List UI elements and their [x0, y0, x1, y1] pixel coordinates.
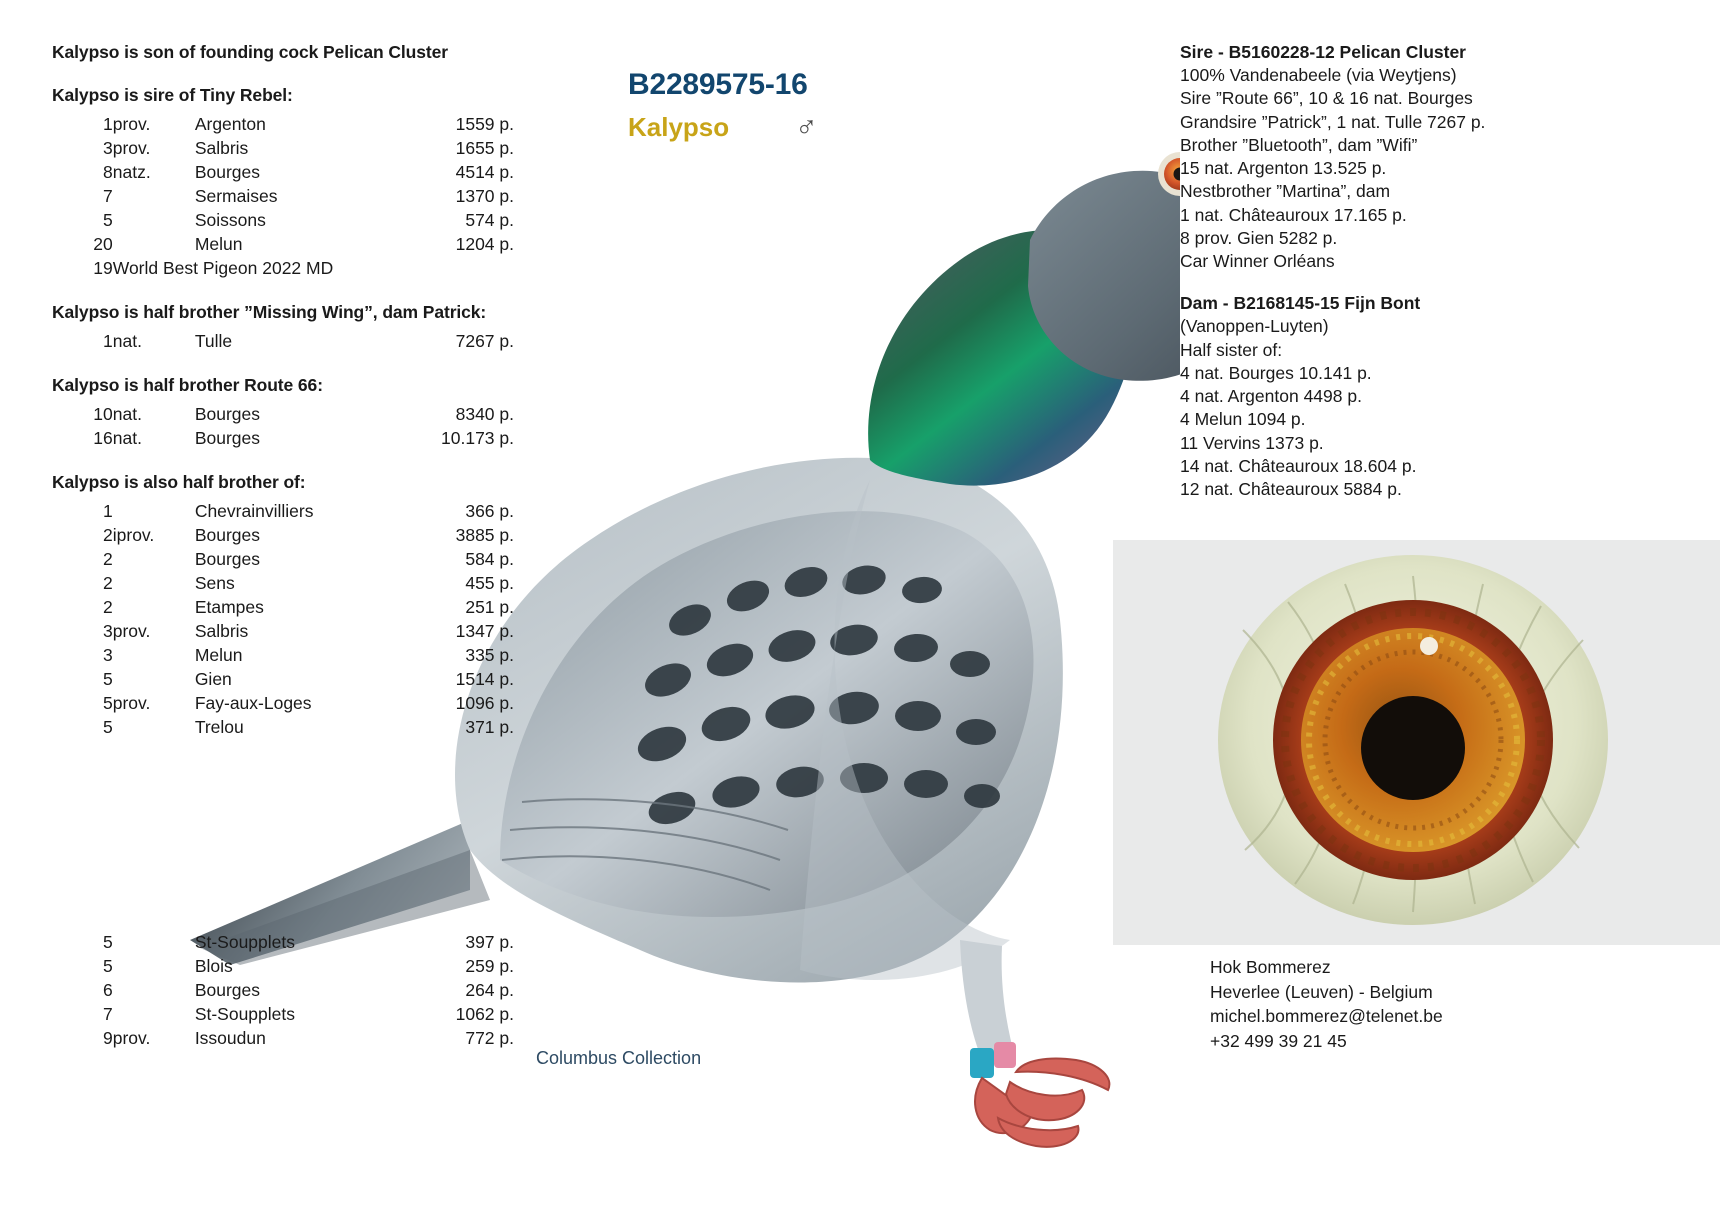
table-row — [74, 256, 514, 280]
result-kind — [113, 978, 195, 1002]
result-kind — [113, 184, 195, 208]
result-position: 5 — [103, 209, 113, 230]
table-row — [74, 426, 514, 450]
result-position: 7 — [103, 1003, 113, 1024]
result-position: 20 — [93, 233, 113, 254]
result-points: 574 p. — [465, 209, 514, 230]
contact-block — [1210, 955, 1443, 1053]
dam-heading: Dam - B2168145-15 Fijn Bont — [1180, 293, 1421, 314]
spacer — [1180, 273, 1600, 293]
table-row — [74, 930, 514, 954]
result-kind: prov. — [112, 137, 151, 158]
table-row — [74, 523, 514, 547]
eye-photo — [1113, 540, 1720, 945]
result-position: 6 — [103, 979, 113, 1000]
result-kind — [113, 930, 195, 954]
result-position: 2 — [103, 596, 113, 617]
result-position: 5 — [103, 931, 113, 952]
dam-line: 11 Vervins 1373 p. — [1180, 432, 1324, 453]
result-position: 2 — [103, 548, 113, 569]
sire-line: Grandsire ”Patrick”, 1 nat. Tulle 7267 p. — [1180, 111, 1486, 132]
result-points: 1096 p. — [455, 692, 514, 713]
dam-line: 4 nat. Bourges 10.141 p. — [1180, 362, 1372, 383]
result-points: 8340 p. — [455, 403, 514, 424]
result-points: 7267 p. — [455, 330, 514, 351]
result-kind: prov. — [112, 620, 151, 641]
bottom-results-column — [52, 930, 522, 1050]
pigeon-title-block — [628, 68, 818, 143]
sire-line: Brother ”Bluetooth”, dam ”Wifi” — [1180, 134, 1418, 155]
result-race: Fay-aux-Loges — [194, 692, 312, 713]
result-race: Etampes — [194, 596, 264, 617]
result-position: 9 — [103, 1027, 113, 1048]
results-table — [74, 930, 514, 1050]
loft-phone: +32 499 39 21 45 — [1210, 1030, 1347, 1051]
table-row — [74, 1002, 514, 1026]
result-race: Issoudun — [194, 1027, 266, 1048]
section-heading: Kalypso is half brother Route 66: — [52, 375, 323, 395]
dam-line: 4 Melun 1094 p. — [1180, 409, 1306, 430]
table-row — [74, 691, 514, 715]
result-kind — [113, 643, 195, 667]
result-race: Salbris — [194, 620, 249, 641]
result-points: 4514 p. — [455, 161, 514, 182]
sire-line: 8 prov. Gien 5282 p. — [1180, 227, 1338, 248]
loft-name: Hok Bommerez — [1210, 957, 1331, 977]
loft-email[interactable]: michel.bommerez@telenet.be — [1210, 1006, 1443, 1026]
dam-line: 4 nat. Argenton 4498 p. — [1180, 386, 1362, 407]
result-points: 1514 p. — [455, 668, 514, 689]
table-row — [74, 667, 514, 691]
result-race: Melun — [194, 233, 243, 254]
result-kind — [113, 232, 195, 256]
result-kind — [113, 715, 195, 739]
result-race: Tulle — [194, 330, 233, 351]
table-row — [74, 136, 514, 160]
result-kind — [113, 571, 195, 595]
sire-line: Sire ”Route 66”, 10 & 16 nat. Bourges — [1180, 88, 1473, 109]
result-race: Soissons — [194, 209, 266, 230]
result-race: Sermaises — [194, 185, 278, 206]
result-race: World Best Pigeon 2022 MD — [112, 257, 334, 278]
result-position: 5 — [103, 692, 113, 713]
table-row — [74, 643, 514, 667]
sire-line: Nestbrother ”Martina”, dam — [1180, 181, 1391, 202]
section-heading: Kalypso is also half brother of: — [52, 472, 306, 492]
table-row — [74, 595, 514, 619]
table-row — [74, 619, 514, 643]
result-points: 397 p. — [465, 931, 514, 952]
loft-location: Heverlee (Leuven) - Belgium — [1210, 981, 1433, 1002]
sire-line: 100% Vandenabeele (via Weytjens) — [1180, 65, 1457, 85]
table-row — [74, 402, 514, 426]
left-results-column — [52, 42, 522, 739]
table-row — [74, 232, 514, 256]
result-position: 3 — [103, 137, 113, 158]
dam-line: 14 nat. Châteauroux 18.604 p. — [1180, 455, 1417, 476]
result-position: 7 — [103, 185, 113, 206]
result-position: 1 — [103, 113, 113, 134]
result-race: Bourges — [194, 524, 260, 545]
table-row — [74, 978, 514, 1002]
result-race: Blois — [194, 955, 233, 976]
result-race: Salbris — [194, 137, 249, 158]
table-row — [74, 954, 514, 978]
result-kind — [113, 667, 195, 691]
table-row — [74, 1026, 514, 1050]
page-title: Kalypso — [628, 112, 730, 142]
result-position: 5 — [103, 716, 113, 737]
result-points: 1062 p. — [455, 1003, 514, 1024]
dam-line: (Vanoppen-Luyten) — [1180, 316, 1329, 337]
result-race: Sens — [194, 572, 235, 593]
result-race: St-Soupplets — [194, 931, 296, 952]
result-kind — [113, 1002, 195, 1026]
result-race: Bourges — [194, 979, 260, 1000]
result-position: 2 — [103, 572, 113, 593]
result-points: 335 p. — [465, 644, 514, 665]
result-race: Bourges — [194, 427, 260, 448]
result-points: 1655 p. — [455, 137, 514, 158]
result-points: 251 p. — [465, 596, 514, 617]
sire-line: 1 nat. Châteauroux 17.165 p. — [1180, 204, 1407, 225]
result-position: 2 — [103, 524, 113, 545]
male-sex-icon: ♂ — [795, 110, 818, 144]
result-points: 455 p. — [465, 572, 514, 593]
results-table — [74, 402, 514, 450]
table-row — [74, 547, 514, 571]
result-position: 8 — [103, 161, 113, 182]
result-kind — [113, 499, 195, 523]
table-row — [74, 208, 514, 232]
result-race: St-Soupplets — [194, 1003, 296, 1024]
table-row — [74, 329, 514, 353]
result-race: Melun — [194, 644, 243, 665]
result-position: 16 — [93, 427, 113, 448]
section-heading: Kalypso is sire of Tiny Rebel: — [52, 85, 293, 105]
result-kind: nat. — [112, 330, 142, 351]
table-row — [74, 715, 514, 739]
result-points: 1559 p. — [455, 113, 514, 134]
result-points: 366 p. — [465, 500, 514, 521]
result-position: 10 — [93, 403, 113, 424]
result-race: Argenton — [194, 113, 266, 134]
result-kind — [113, 547, 195, 571]
result-position: 1 — [103, 500, 113, 521]
result-race: Bourges — [194, 161, 260, 182]
table-row — [74, 112, 514, 136]
dam-line: 12 nat. Châteauroux 5884 p. — [1180, 479, 1402, 500]
result-position: 19 — [93, 257, 113, 278]
result-kind: nat. — [112, 403, 142, 424]
result-points: 772 p. — [465, 1027, 514, 1048]
table-row — [74, 571, 514, 595]
sire-line: Car Winner Orléans — [1180, 251, 1335, 272]
result-position: 1 — [103, 330, 113, 351]
result-kind: prov. — [112, 692, 151, 713]
result-kind — [113, 208, 195, 232]
band-number: B2289575-16 — [628, 68, 808, 101]
result-points: 259 p. — [465, 955, 514, 976]
result-race: Bourges — [194, 548, 260, 569]
dam-line: Half sister of: — [1180, 339, 1283, 360]
result-points: 264 p. — [465, 979, 514, 1000]
result-position: 5 — [103, 955, 113, 976]
result-points: 1370 p. — [455, 185, 514, 206]
table-row — [74, 160, 514, 184]
result-kind: prov. — [112, 113, 151, 134]
result-race: Trelou — [194, 716, 244, 737]
pedigree-parents-column — [1180, 42, 1600, 502]
result-position: 3 — [103, 644, 113, 665]
section-heading: Kalypso is half brother ”Missing Wing”, dam Patrick: — [52, 302, 487, 322]
results-table — [74, 112, 514, 280]
result-kind: iprov. — [112, 524, 155, 545]
result-points: 584 p. — [465, 548, 514, 569]
result-kind — [113, 595, 195, 619]
result-points: 1204 p. — [455, 233, 514, 254]
table-row — [74, 499, 514, 523]
sire-line: 15 nat. Argenton 13.525 p. — [1180, 158, 1387, 179]
table-row — [74, 184, 514, 208]
results-table — [74, 499, 514, 739]
result-points: 10.173 p. — [441, 427, 514, 448]
sire-heading: Sire - B5160228-12 Pelican Cluster — [1180, 42, 1466, 62]
result-points: 1347 p. — [455, 620, 514, 641]
result-race: Gien — [194, 668, 232, 689]
result-kind: natz. — [112, 161, 151, 182]
collection-credit: Columbus Collection — [536, 1048, 702, 1068]
result-points: 3885 p. — [455, 524, 514, 545]
result-race: Bourges — [194, 403, 260, 424]
result-points: 371 p. — [465, 716, 514, 737]
result-kind — [113, 954, 195, 978]
result-position: 5 — [103, 668, 113, 689]
result-position: 3 — [103, 620, 113, 641]
result-race: Chevrainvilliers — [194, 500, 314, 521]
result-kind: prov. — [112, 1027, 151, 1048]
section-heading: Kalypso is son of founding cock Pelican Cluster — [52, 42, 448, 62]
results-table — [74, 329, 514, 353]
result-kind: nat. — [112, 427, 142, 448]
